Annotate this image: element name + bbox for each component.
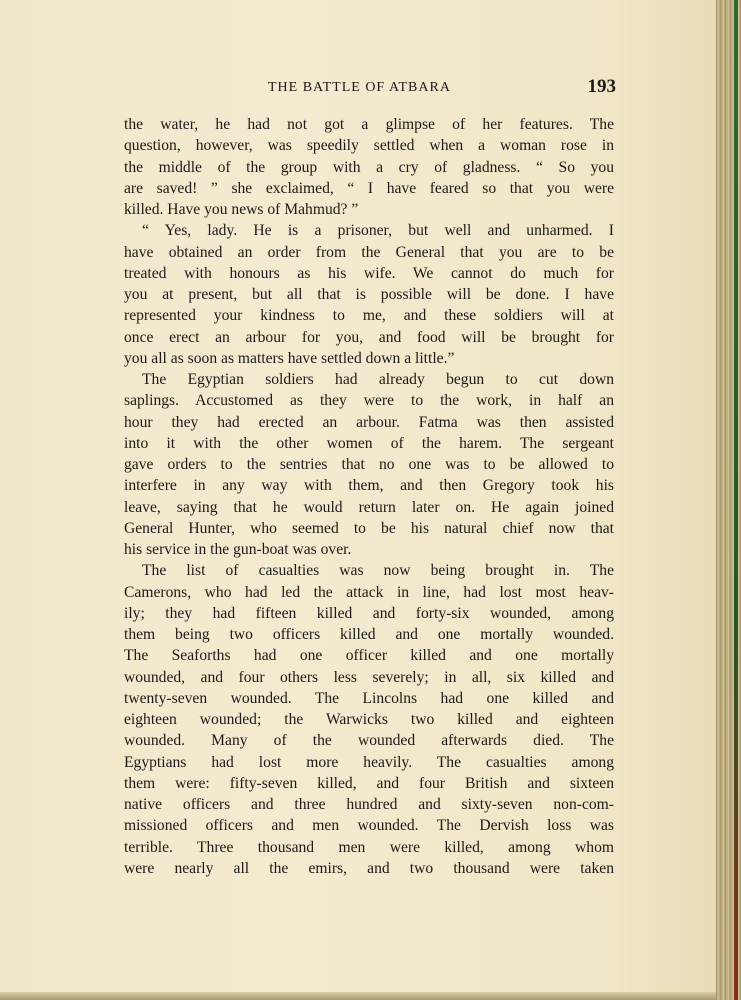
- text-line: were nearly all the emirs, and two thousand were taken: [124, 859, 614, 877]
- text-line: leave, saying that he would return later on. He again joined: [124, 498, 614, 516]
- text-line: represented your kindness to me, and these soldiers will at: [124, 307, 614, 325]
- text-line: wounded, and four others less severely; in all, six killed and: [124, 668, 614, 686]
- text-line: once erect an arbour for you, and food will be brought for: [124, 328, 614, 346]
- text-line: saplings. Accustomed as they were to the work, in half an: [124, 392, 614, 410]
- text-line: missioned officers and men wounded. The Dervish loss was: [124, 817, 614, 835]
- body-text: [124, 114, 614, 879]
- text-line: his service in the gun-boat was over.: [124, 541, 352, 558]
- text-line: you all as soon as matters have settled down a little.”: [124, 349, 455, 367]
- text-line: are saved! ” she exclaimed, “ I have feared so that you were: [124, 179, 614, 197]
- text-line: the middle of the group with a cry of gladness. “ So you: [124, 158, 614, 176]
- text-line: interfere in any way with them, and then Gregory took his: [124, 477, 614, 495]
- text-line: Camerons, who had led the attack in line, had lost most heav-: [124, 583, 614, 601]
- text-line: The Egyptian soldiers had already begun to cut down: [142, 371, 614, 388]
- text-line: native officers and three hundred and sixty-seven non-com-: [124, 796, 614, 813]
- text-line: gave orders to the sentries that no one was to be allowed to: [124, 456, 614, 473]
- page-number: 193: [587, 76, 616, 97]
- text-line: General Hunter, who seemed to be his natural chief now that: [124, 519, 614, 537]
- running-title: THE BATTLE OF ATBARA: [268, 80, 451, 95]
- text-line: them being two officers killed and one mortally wounded.: [124, 626, 614, 643]
- text-line: question, however, was speedily settled when a woman rose in: [124, 137, 614, 155]
- page-bottom-edge: [0, 992, 720, 1000]
- text-line: into it with the other women of the harem. The sergeant: [124, 434, 614, 452]
- text-line: Egyptians had lost more heavily. The casualties among: [124, 753, 614, 771]
- text-line: wounded. Many of the wounded afterwards died. The: [124, 732, 614, 750]
- text-line: you at present, but all that is possible will be done. I have: [124, 286, 614, 303]
- book-cover-edge: [734, 0, 738, 1000]
- text-line: twenty-seven wounded. The Lincolns had one killed and: [124, 689, 614, 707]
- text-line: The list of casualties was now being brought in. The: [142, 562, 614, 580]
- text-line: terrible. Three thousand men were killed, among whom: [124, 838, 614, 856]
- text-line: ily; they had fifteen killed and forty-six wounded, among: [124, 604, 614, 622]
- text-line: hour they had erected an arbour. Fatma was then assisted: [124, 413, 614, 431]
- page-header: [124, 76, 616, 98]
- text-line: “ Yes, lady. He is a prisoner, but well and unharmed. I: [142, 222, 614, 240]
- text-line: killed. Have you news of Mahmud? ”: [124, 201, 359, 218]
- text-line: treated with honours as his wife. We cannot do much for: [124, 264, 614, 282]
- text-line: The Seaforths had one officer killed and one mortally: [124, 647, 614, 665]
- book-page-edges: [716, 0, 741, 1000]
- text-line: eighteen wounded; the Warwicks two killed and eighteen: [124, 711, 614, 728]
- text-line: the water, he had not got a glimpse of her features. The: [124, 116, 614, 133]
- text-line: have obtained an order from the General that you are to be: [124, 243, 614, 261]
- text-line: them were: fifty-seven killed, and four British and sixteen: [124, 774, 614, 792]
